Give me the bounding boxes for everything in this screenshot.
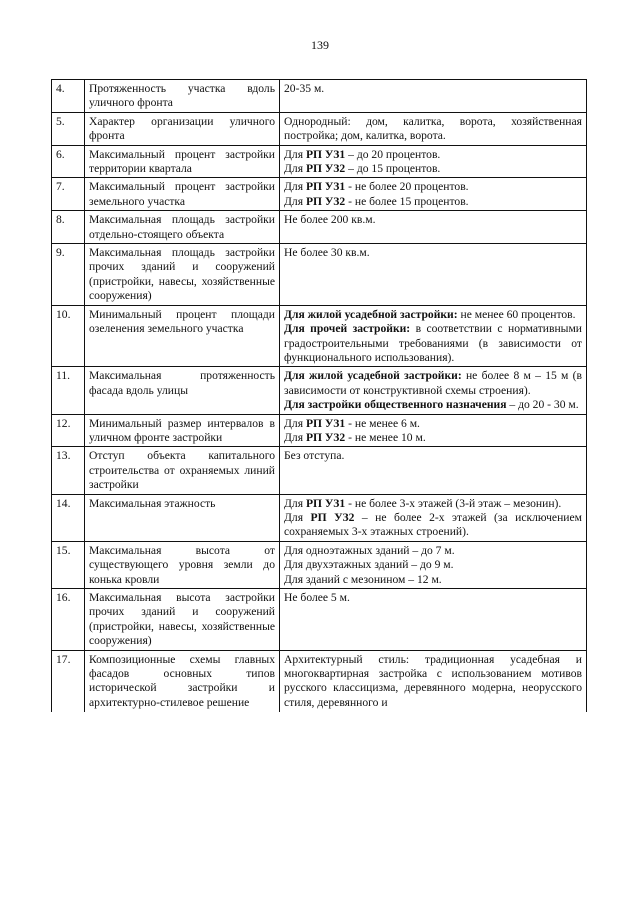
row-number: 13. bbox=[52, 447, 85, 494]
parameter-value: Не более 30 кв.м. bbox=[280, 244, 587, 306]
value-line: Для одноэтажных зданий – до 7 м. bbox=[284, 543, 455, 557]
parameter-name: Протяженность участка вдоль уличного фронта bbox=[85, 80, 280, 113]
parameter-value: Без отступа. bbox=[280, 447, 587, 494]
value-paragraph: Для прочей застройки: в соответствии с нормативными градостроительными требованиями (в зависимости от функционального использования). bbox=[284, 322, 582, 364]
value-line: Для РП УЗ2 – до 15 процентов. bbox=[284, 162, 441, 176]
parameter-value bbox=[280, 414, 587, 447]
parameter-name: Минимальный процент площади озеленения земельного участка bbox=[85, 305, 280, 367]
table-row bbox=[52, 589, 587, 651]
parameter-value bbox=[280, 541, 587, 588]
parameter-name: Отступ объекта капитального строительства от охраняемых линий застройки bbox=[85, 447, 280, 494]
parameter-value bbox=[280, 305, 587, 367]
table-row bbox=[52, 112, 587, 145]
row-number: 6. bbox=[52, 145, 85, 178]
value-line: Для РП УЗ1 - не более 20 процентов. bbox=[284, 180, 469, 194]
page-number: 139 bbox=[311, 38, 329, 52]
value-paragraph: Для застройки общественного назначения – до 20 - 30 м. bbox=[284, 398, 579, 412]
parameter-name: Максимальная протяженность фасада вдоль улицы bbox=[85, 367, 280, 414]
row-number: 12. bbox=[52, 414, 85, 447]
parameter-value bbox=[280, 367, 587, 414]
table-row bbox=[52, 305, 587, 367]
table-row bbox=[52, 367, 587, 414]
table-row bbox=[52, 541, 587, 588]
row-number: 16. bbox=[52, 589, 85, 651]
row-number: 10. bbox=[52, 305, 85, 367]
value-line: Для РП УЗ1 – до 20 процентов. bbox=[284, 147, 441, 161]
parameter-name: Максимальная площадь застройки прочих зданий и сооружений (пристройки, навесы, хозяйственные сооружения) bbox=[85, 244, 280, 306]
table-row bbox=[52, 414, 587, 447]
parameter-value: Не более 200 кв.м. bbox=[280, 211, 587, 244]
value-line: Для зданий с мезонином – 12 м. bbox=[284, 572, 442, 586]
row-number: 7. bbox=[52, 178, 85, 211]
parameter-value bbox=[280, 145, 587, 178]
parameter-name: Максимальная этажность bbox=[85, 494, 280, 541]
parameter-value: Однородный: дом, калитка, ворота, хозяйственная постройка; дом, калитка, ворота. bbox=[280, 112, 587, 145]
parameter-name: Максимальная высота от существующего уровня земли до конька кровли bbox=[85, 541, 280, 588]
row-number: 5. bbox=[52, 112, 85, 145]
parameter-name: Характер организации уличного фронта bbox=[85, 112, 280, 145]
row-number: 15. bbox=[52, 541, 85, 588]
row-number: 14. bbox=[52, 494, 85, 541]
value-line: Для РП УЗ2 – не более 2-х этажей (за исключением сохраняемых 3-х этажных строений). bbox=[284, 510, 582, 539]
table-row bbox=[52, 211, 587, 244]
table-row bbox=[52, 494, 587, 541]
value-line: Для РП УЗ2 - не менее 10 м. bbox=[284, 430, 426, 444]
value-paragraph: Для жилой усадебной застройки: не более 8 м – 15 м (в зависимости от конструктивной схемы строения). bbox=[284, 369, 582, 397]
parameter-name: Композиционные схемы главных фасадов основных типов исторической застройки и архитектурно-стилевое решение bbox=[85, 650, 280, 712]
parameter-value: 20-35 м. bbox=[280, 80, 587, 113]
table-row bbox=[52, 145, 587, 178]
table-row bbox=[52, 80, 587, 113]
table-row bbox=[52, 244, 587, 306]
row-number: 9. bbox=[52, 244, 85, 306]
value-paragraph: Для жилой усадебной застройки: не менее 60 процентов. bbox=[284, 307, 576, 321]
table-row bbox=[52, 178, 587, 211]
value-line: Для РП УЗ1 - не менее 6 м. bbox=[284, 416, 420, 430]
table-row bbox=[52, 650, 587, 712]
row-number: 17. bbox=[52, 650, 85, 712]
row-number: 4. bbox=[52, 80, 85, 113]
parameter-name: Минимальный размер интервалов в уличном фронте застройки bbox=[85, 414, 280, 447]
value-line: Для РП УЗ2 - не более 15 процентов. bbox=[284, 194, 469, 208]
parameter-name: Максимальный процент застройки земельного участка bbox=[85, 178, 280, 211]
parameter-value bbox=[280, 494, 587, 541]
parameter-value bbox=[280, 178, 587, 211]
table-row bbox=[52, 447, 587, 494]
regulations-table bbox=[51, 79, 587, 712]
row-number: 11. bbox=[52, 367, 85, 414]
row-number: 8. bbox=[52, 211, 85, 244]
parameter-name: Максимальный процент застройки территории квартала bbox=[85, 145, 280, 178]
parameter-value: Не более 5 м. bbox=[280, 589, 587, 651]
value-line: Для РП УЗ1 - не более 3-х этажей (3-й этаж – мезонин). bbox=[284, 496, 562, 510]
parameter-name: Максимальная высота застройки прочих зданий и сооружений (пристройки, навесы, хозяйственные сооружения) bbox=[85, 589, 280, 651]
parameter-name: Максимальная площадь застройки отдельно-стоящего объекта bbox=[85, 211, 280, 244]
value-line: Для двухэтажных зданий – до 9 м. bbox=[284, 558, 454, 572]
parameter-value: Архитектурный стиль: традиционная усадебная и многоквартирная застройка с использованием мотивов русского классицизма, деревянного модерна, неорусского стиля, деревянного и bbox=[280, 650, 587, 712]
